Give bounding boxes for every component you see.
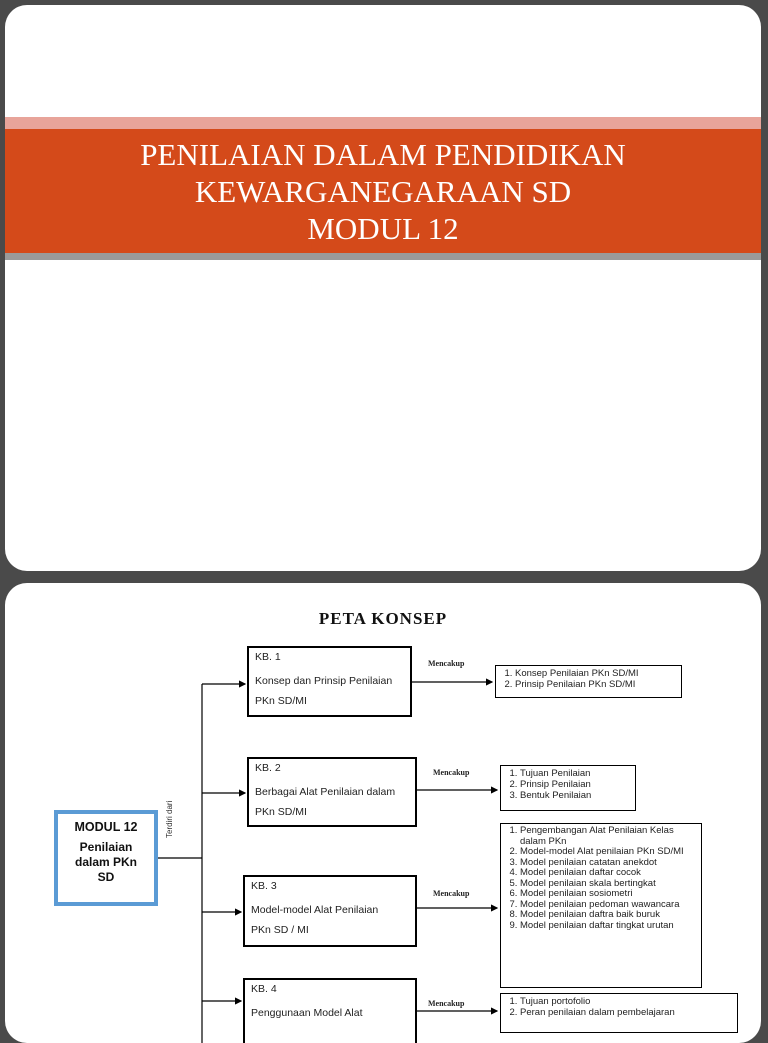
kb-number: KB. 3	[251, 880, 277, 892]
kb-number: KB. 2	[255, 762, 281, 774]
list-item: 2. Prinsip Penilaian PKn SD/MI	[515, 679, 677, 690]
title-slide	[5, 5, 761, 571]
kb-text-line: Model-model Alat Penilaian	[251, 904, 379, 916]
kb-text-line: PKn SD / MI	[251, 924, 309, 936]
kb-text-line: PKn SD/MI	[255, 806, 307, 818]
kb-number: KB. 4	[251, 983, 277, 995]
modul-subtitle-line: dalam PKn	[74, 855, 137, 869]
slide-title	[5, 129, 761, 253]
modul-title: MODUL 12	[74, 820, 138, 834]
kb-text-line: Konsep dan Prinsip Penilaian	[255, 675, 393, 687]
list-item: 1. Konsep Penilaian PKn SD/MI	[515, 668, 677, 679]
kb-text-line: Penggunaan Model Alat	[251, 1007, 363, 1019]
title-band	[5, 117, 761, 260]
kb-text-line: Berbagai Alat Penilaian dalam	[255, 786, 396, 798]
list-item: 4. Model penilaian daftar cocok	[520, 868, 697, 879]
band-highlight	[5, 117, 761, 129]
kb-box-3	[243, 875, 417, 947]
modul-subtitle-line: SD	[97, 870, 115, 884]
mencakup-label-3: Mencakup	[433, 889, 470, 898]
list-item: 2. Peran penilaian dalam pembelajaran	[520, 1007, 733, 1018]
title-line-2: KEWARGANEGARAAN SD	[194, 173, 572, 209]
band-shadow	[5, 253, 761, 260]
list-item: 3. Model penilaian catatan anekdot	[520, 858, 697, 869]
kb-number: KB. 1	[255, 651, 281, 663]
kb3-list	[500, 823, 702, 988]
list-item: 1. Tujuan Penilaian	[520, 768, 631, 779]
kb-box-4	[243, 978, 417, 1043]
list-item: 1. Pengembangan Alat Penilaian Kelas dalam PKn	[520, 826, 697, 847]
kb-text-line: PKn SD/MI	[255, 695, 307, 707]
mencakup-label-4: Mencakup	[428, 999, 465, 1008]
mencakup-label-1: Mencakup	[428, 659, 465, 668]
terdiri-label: Terdiri dari	[165, 800, 174, 838]
kb1-list	[495, 665, 682, 698]
mencakup-label-2: Mencakup	[433, 768, 470, 777]
list-item: 2. Model-model Alat penilaian PKn SD/MI	[520, 847, 697, 858]
kb-box-2	[247, 757, 417, 827]
map-title: PETA KONSEP	[318, 609, 448, 628]
kb2-list	[500, 765, 636, 811]
list-item: 5. Model penilaian skala bertingkat	[520, 879, 697, 890]
list-item: 7. Model penilaian pedoman wawancara	[520, 900, 697, 911]
kb4-list	[500, 993, 738, 1033]
list-item: 3. Bentuk Penilaian	[520, 790, 631, 801]
list-item: 2. Prinsip Penilaian	[520, 779, 631, 790]
list-item: 8. Model penilaian daftra baik buruk	[520, 910, 697, 921]
modul-subtitle-line: Penilaian	[79, 840, 133, 854]
modul-subtitle	[58, 840, 154, 885]
list-item: 9. Model penilaian daftar tingkat urutan	[520, 921, 697, 932]
modul-box	[54, 810, 158, 906]
title-line-1: PENILAIAN DALAM PENDIDIKAN	[140, 136, 626, 172]
concept-map-slide	[5, 583, 761, 1043]
list-item: 1. Tujuan portofolio	[520, 996, 733, 1007]
list-item: 6. Model penilaian sosiometri	[520, 889, 697, 900]
title-line-3: MODUL 12	[307, 210, 459, 246]
kb-box-1	[247, 646, 412, 717]
